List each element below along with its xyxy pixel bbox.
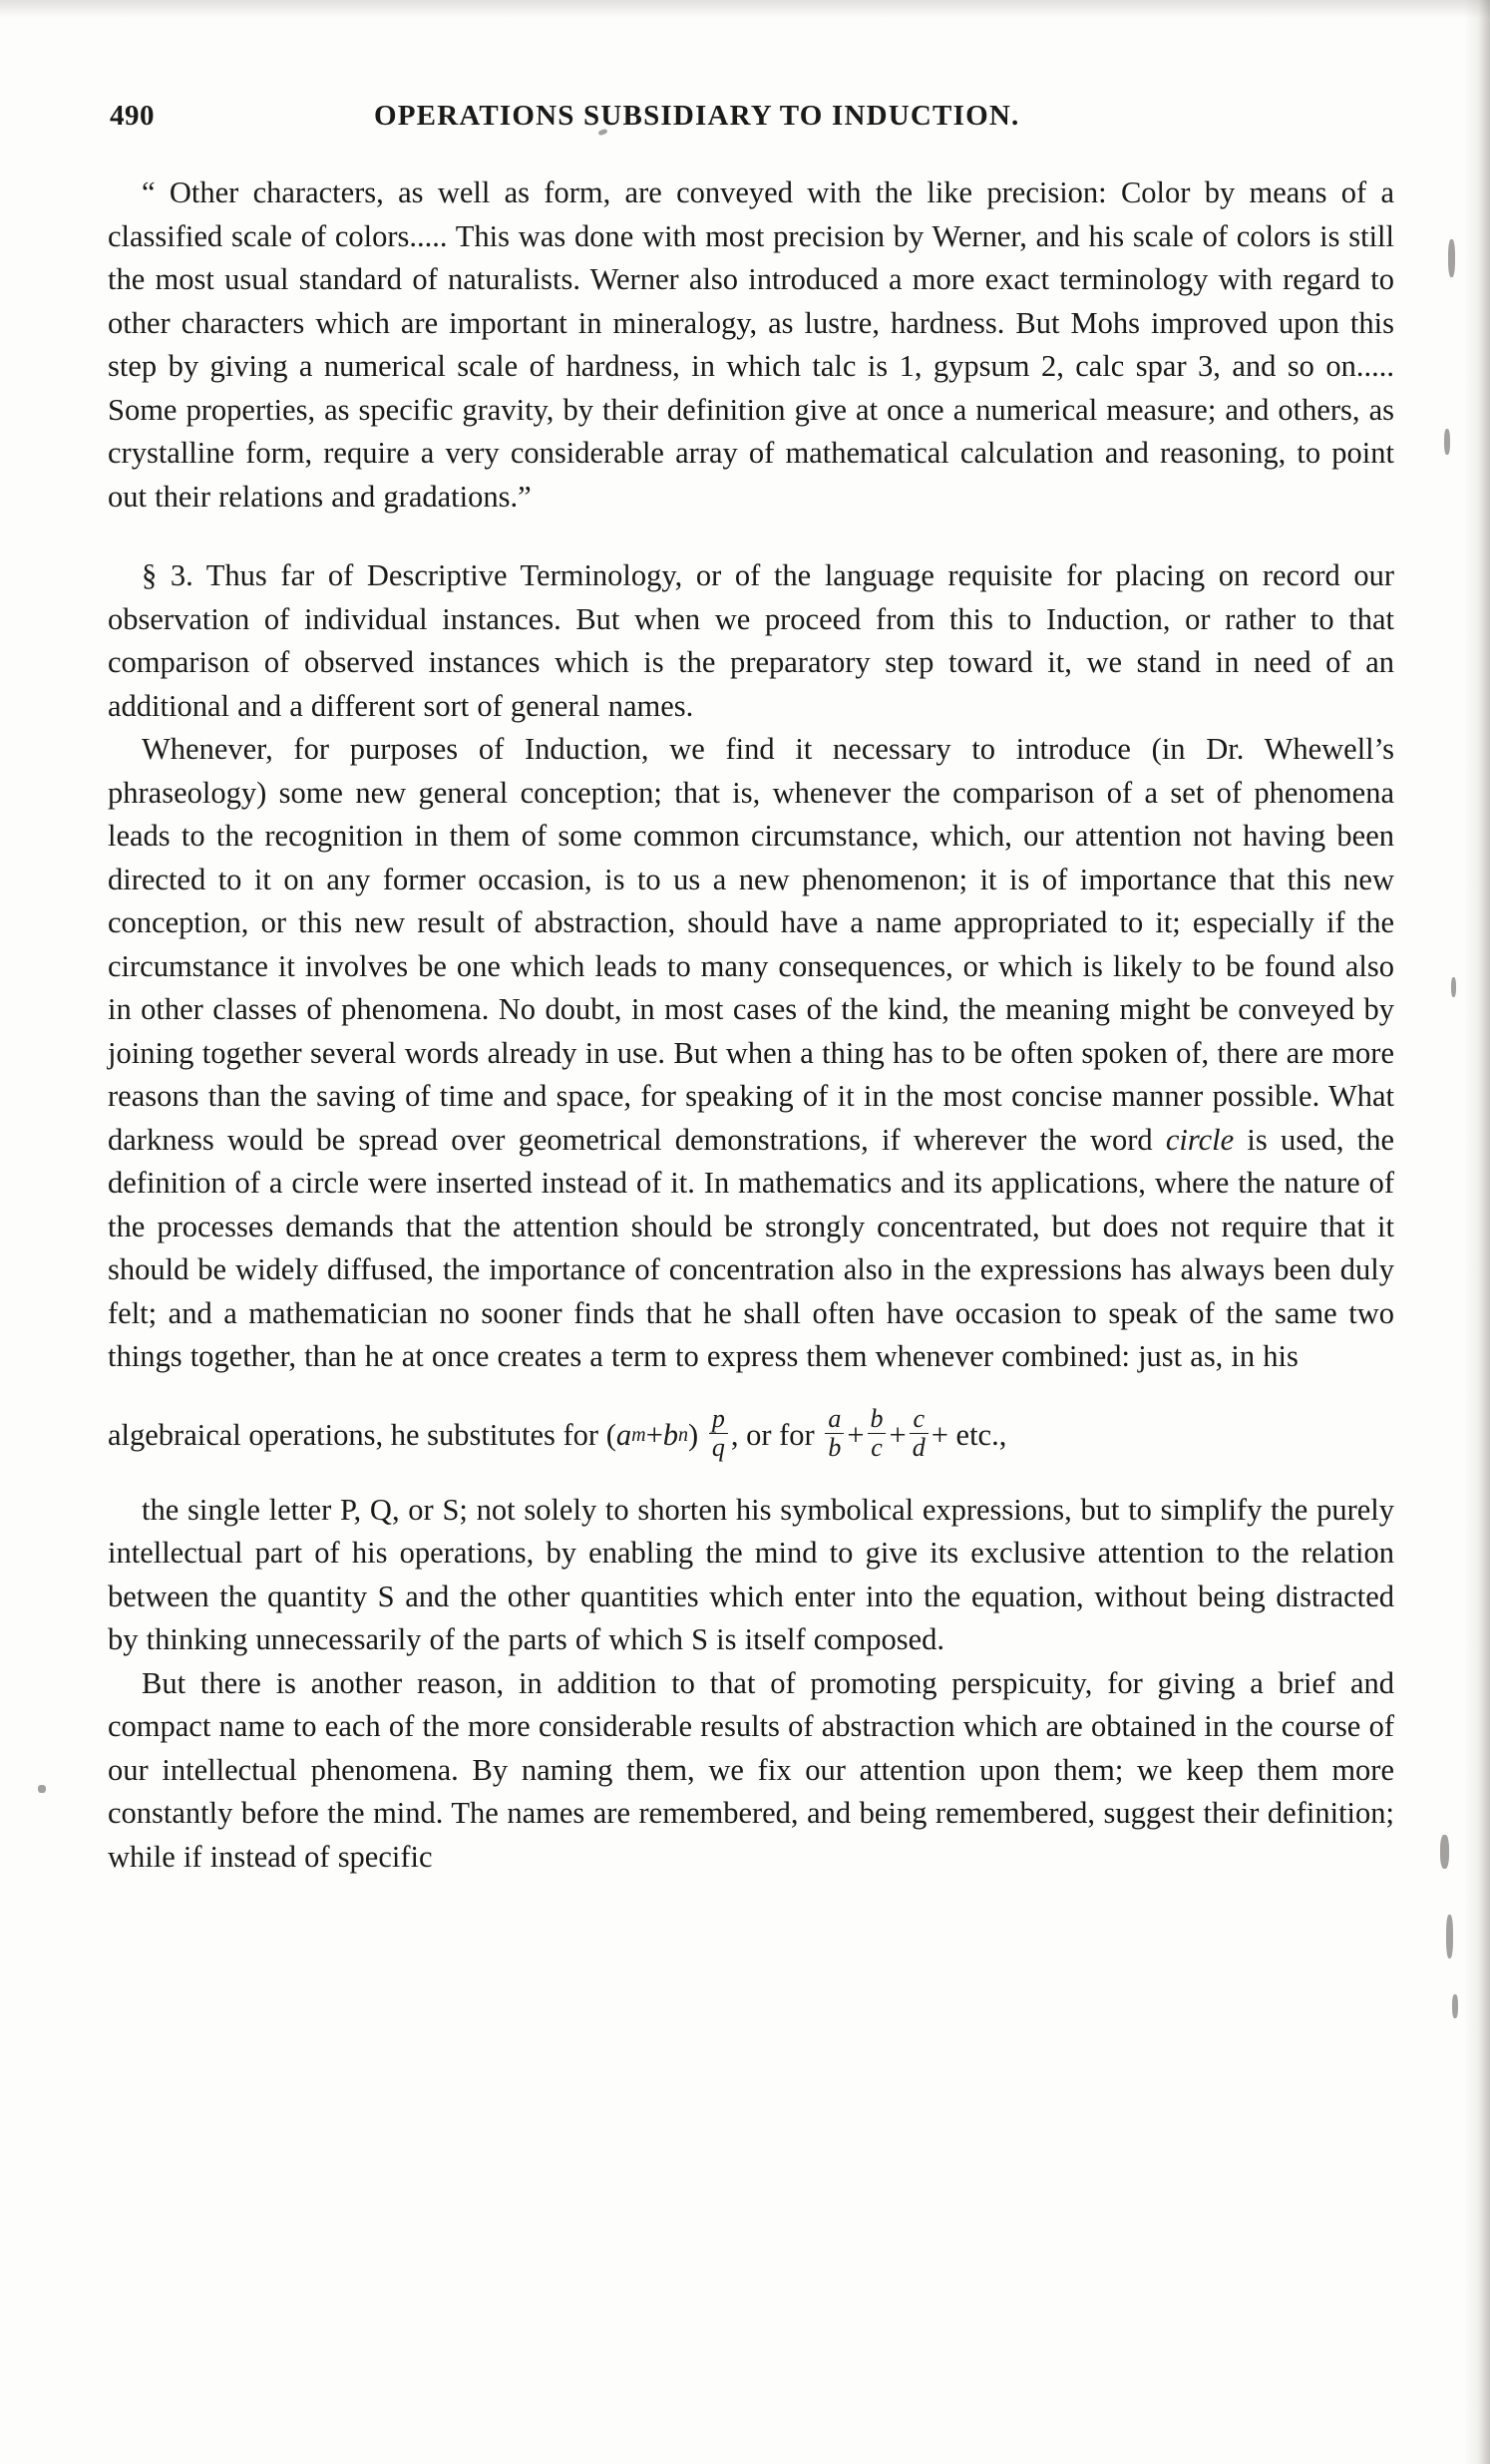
fraction-a-over-b xyxy=(825,1406,844,1461)
equation-mid: , or for xyxy=(730,1417,823,1452)
equation-line xyxy=(108,1404,1394,1463)
paragraph-whenever-part2: is used, the definition of a circle were inserted instead of it. In mathematics and its applications, where the nature of the processes demands that the attention should be strongly concentrated, but does not require that it should be widely diffused, the importance of concentration also in the expressions has always been duly felt; and a mathematician no sooner finds that he shall often have occasion to speak of the same two things together, than he at once creates a term to express them whenever combined: just as, in his xyxy=(108,1122,1394,1373)
page-body xyxy=(108,172,1394,1879)
scan-speck xyxy=(1446,1915,1453,1958)
scan-edge-shadow-top xyxy=(0,0,1490,18)
fraction-denominator: q xyxy=(709,1433,728,1461)
equation-plus: + xyxy=(645,1417,663,1452)
fraction-c-over-d xyxy=(910,1406,929,1461)
equation-close-paren: ) xyxy=(688,1417,706,1452)
equation-lead: algebraical operations, he substitutes for ( xyxy=(108,1417,616,1452)
fraction-b-over-c xyxy=(868,1406,887,1461)
fraction-denominator: b xyxy=(825,1433,844,1461)
paragraph-section-3: § 3. Thus far of Descriptive Terminology, or of the language requisite for placing on record our observation of individual instances. But when we proceed from this to Induction, or rather to that comparison of observed instances which is the preparatory step toward it, we stand in need of an additional and a different sort of general names. xyxy=(108,558,1394,723)
scan-speck xyxy=(1440,1835,1449,1869)
page-number: 490 xyxy=(110,100,155,132)
equation-operator-1: + xyxy=(847,1417,865,1452)
fraction-numerator: p xyxy=(711,1404,725,1433)
page-header xyxy=(110,100,1376,142)
equation-b-exponent: n xyxy=(678,1423,689,1446)
fraction-denominator: c xyxy=(868,1433,886,1461)
equation-a-base: a xyxy=(615,1417,632,1452)
fraction-numerator: b xyxy=(870,1404,884,1433)
paragraph-single-letter: the single letter P, Q, or S; not solely to shorten his symbolical expressions, but to simplify the purely intellectual part of his operations, by enabling the mind to give its exclusive attention to the relation between the quantity S and the other quantities which enter into the equation, without being distracted by thinking unnecessarily of the parts of which S is itself composed. xyxy=(108,1492,1394,1656)
scan-speck xyxy=(1452,1994,1458,2018)
equation-tail: + etc., xyxy=(931,1417,1007,1452)
scan-edge-shadow-right xyxy=(1464,0,1490,2464)
scan-speck xyxy=(38,1785,46,1793)
scan-speck xyxy=(1451,977,1456,997)
fraction-numerator: a xyxy=(828,1404,842,1433)
scan-speck xyxy=(1448,239,1455,277)
paragraph-whenever xyxy=(108,728,1394,1379)
running-head: OPERATIONS SUBSIDIARY TO INDUCTION. xyxy=(374,100,1020,132)
equation-a-exponent: m xyxy=(631,1423,646,1446)
fraction-denominator: d xyxy=(910,1433,929,1461)
paragraph-quote: “ Other characters, as well as form, are conveyed with the like precision: Color by means of a classified scale of colors..... This was done with most precision by Werner, and his scale of colors is still the most usual standard of naturalists. Werner also introduced a more exact terminology with regard to other characters which are important in mineralogy, as lustre, hardness. But Mohs improved upon this step by giving a numerical scale of hardness, in which talc is 1, gypsum 2, calc spar 3, and so on..... Some properties, as specific gravity, by their definition give at once a numerical measure; and others, as crystalline form, require a very considerable array of mathematical calculation and reasoning, to point out their relations and gradations.” xyxy=(108,176,1394,514)
scan-speck xyxy=(1444,429,1450,455)
paragraph-another-reason: But there is another reason, in addition to that of promoting perspicuity, for giving a brief and compact name to each of the more considerable results of abstraction which are obtained in the course of our intellectual phenomena. By naming them, we fix our attention upon them; we keep them more constantly before the mind. The names are remembered, and being remembered, suggest their definition; while if instead of specific xyxy=(108,1665,1394,1874)
equation-b-base: b xyxy=(662,1417,679,1452)
equation-operator-2: + xyxy=(889,1417,907,1452)
fraction-numerator: c xyxy=(913,1404,925,1433)
fraction-p-over-q xyxy=(709,1406,728,1461)
paragraph-whenever-part1: Whenever, for purposes of Induction, we find it necessary to introduce (in Dr. Whewell’s phraseology) some new general conception; that is, whenever the comparison of a set of phenomena leads to the recognition in them of some common circumstance, which, our attention not having been directed to it on any former occasion, is to us a new phenomenon; it is of importance that this new conception, or this new result of abstraction, should have a name appropriated to it; especially if the circumstance it involves be one which leads to many consequences, or which is likely to be found also in other classes of phenomena. No doubt, in most cases of the kind, the meaning might be conveyed by joining together several words already in use. But when a thing has to be often spoken of, there are more reasons than the saving of time and space, for speaking of it in the most concise manner possible. What darkness would be spread over geometrical demonstrations, if wherever the word xyxy=(108,732,1394,1157)
italic-term-circle: circle xyxy=(1165,1122,1235,1157)
